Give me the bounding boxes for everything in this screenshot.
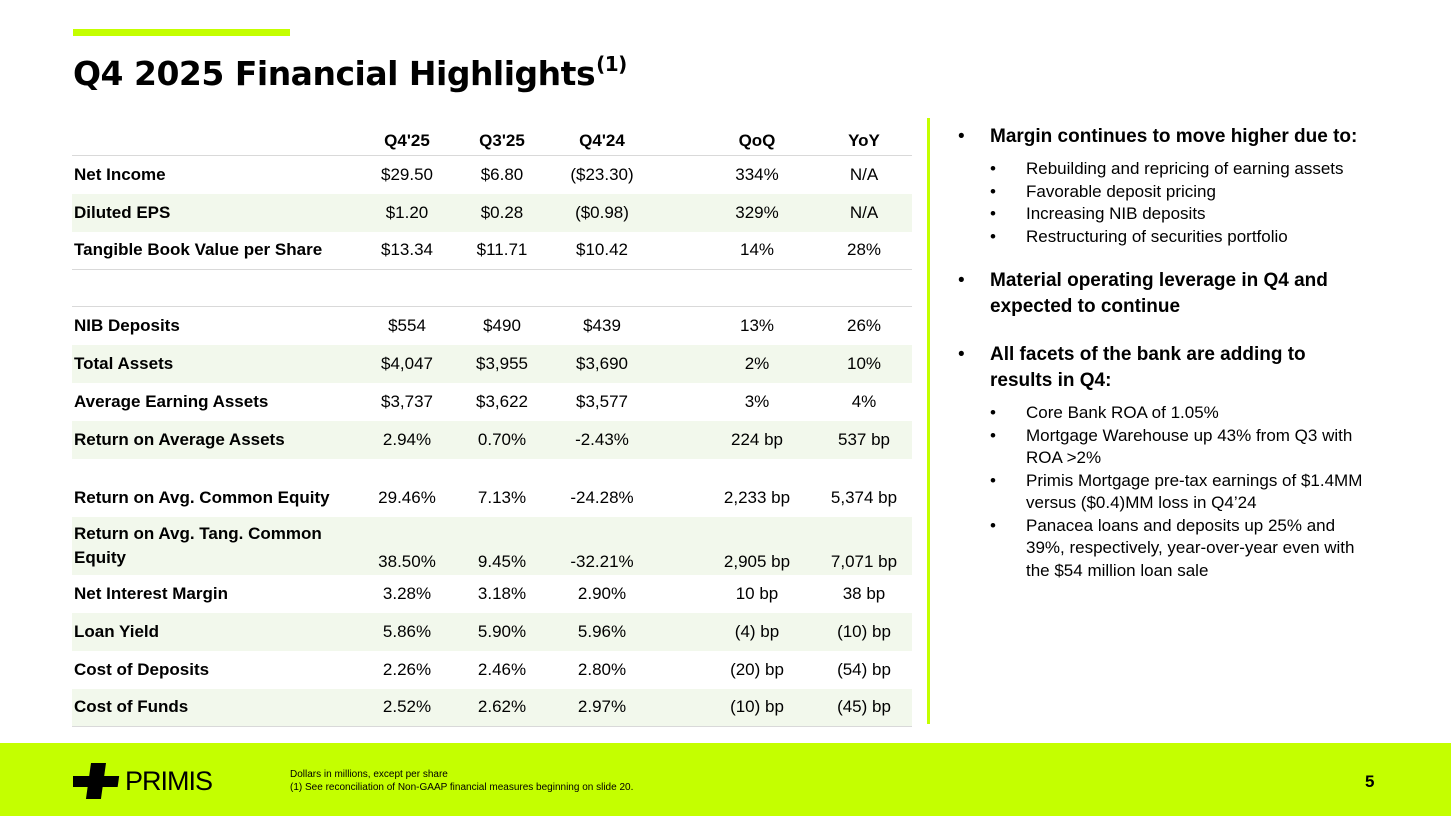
bullet-main: [958, 342, 1388, 394]
cell-q4-24: -2.43%: [575, 429, 629, 449]
sub-bullet-text: Primis Mortgage pre-tax earnings of $1.4MM versus ($0.4)MM loss in Q4’24: [1026, 470, 1363, 512]
column-header: YoY: [816, 127, 912, 156]
cell-qoq: 3%: [744, 391, 770, 411]
cell-q4-25: 29.46%: [378, 487, 436, 507]
sub-bullet-text: Favorable deposit pricing: [1026, 181, 1216, 201]
footnotes: [290, 768, 633, 794]
bullet-text: Material operating leverage in Q4 and expected to continue: [990, 270, 1328, 317]
cell-qoq: (20) bp: [730, 659, 784, 679]
bullet-glyph: •: [990, 159, 996, 178]
cell-q3-25: $11.71: [454, 232, 550, 270]
cell-yoy: 5,374 bp: [830, 487, 898, 507]
cell-yoy: N/A: [849, 164, 879, 184]
title-footnote-marker: (1): [596, 52, 627, 76]
row-label: Cost of Funds: [72, 689, 360, 727]
sub-bullet: [990, 402, 1388, 425]
table-row: [72, 307, 912, 345]
cell-qoq: 2,233 bp: [723, 487, 791, 507]
sub-bullet-text: Increasing NIB deposits: [1026, 204, 1206, 223]
cell-qoq: 2,905 bp: [723, 551, 791, 571]
cell-qoq: 14%: [698, 232, 816, 270]
cell-qoq: 224 bp: [731, 429, 783, 449]
cell-yoy: 537 bp: [838, 429, 890, 449]
sub-bullet: [990, 181, 1388, 204]
highlights-bullet-list: [958, 124, 1388, 582]
sub-bullet: [990, 515, 1388, 583]
bullet-glyph: •: [990, 204, 996, 223]
cell-q4-25: $554: [388, 315, 426, 335]
table-row: [72, 575, 912, 613]
cell-q4-25: 5.86%: [382, 621, 432, 641]
table-row: [72, 479, 912, 517]
cell-yoy: 38 bp: [842, 583, 886, 603]
primis-logo: [73, 763, 221, 799]
sub-bullet: [990, 425, 1388, 470]
cell-q4-24: ($23.30): [570, 164, 634, 184]
sub-bullet-list: [958, 402, 1388, 582]
cell-q4-24: 2.97%: [550, 689, 654, 727]
cell-qoq: 13%: [739, 315, 775, 335]
cell-q4-25: $29.50: [381, 164, 433, 184]
page-title: Q4 2025 Financial Highlights$^{(1)}$: [73, 52, 627, 93]
cell-qoq: 334%: [735, 164, 779, 184]
row-label: Return on Average Assets: [74, 429, 285, 449]
cell-q4-24: $10.42: [550, 232, 654, 270]
cell-q4-24: $3,577: [576, 391, 628, 411]
row-label: Total Assets: [74, 353, 174, 373]
row-label: Loan Yield: [74, 621, 160, 641]
table-row: [72, 613, 912, 651]
bullet-glyph: •: [990, 403, 996, 422]
bullet-glyph: •: [990, 515, 996, 535]
bullet-glyph: •: [990, 470, 996, 490]
bullet-main: [958, 124, 1388, 150]
cell-q4-24: -24.28%: [570, 487, 634, 507]
column-header: Q4'24: [550, 127, 654, 156]
cell-q3-25: 3.18%: [477, 583, 527, 603]
table-row: [72, 689, 912, 727]
cell-q4-24: $439: [583, 315, 621, 335]
sub-bullet-text: Panacea loans and deposits up 25% and 39%, respectively, year-over-year even with the $54 million loan sale: [1026, 515, 1355, 580]
cell-qoq: (10) bp: [698, 689, 816, 727]
table-row: [72, 517, 912, 575]
cell-q4-24: $3,690: [576, 353, 628, 373]
cell-q3-25: 9.45%: [477, 551, 527, 571]
bullet-glyph: •: [990, 425, 996, 445]
bullet-text: Margin continues to move higher due to:: [990, 126, 1358, 147]
cell-q3-25: $3,955: [476, 353, 528, 373]
cell-q3-25: $6.80: [480, 164, 524, 184]
cell-q3-25: $490: [483, 315, 521, 335]
cell-yoy: 26%: [846, 315, 882, 335]
cell-q3-25: 7.13%: [477, 487, 527, 507]
cell-q3-25: $0.28: [480, 202, 524, 222]
table-row: [72, 421, 912, 459]
vertical-divider: [927, 118, 930, 724]
row-label: Return on Avg. Tang. Common Equity: [74, 523, 322, 567]
row-label: Net Interest Margin: [74, 583, 228, 603]
cell-yoy: (45) bp: [816, 689, 912, 727]
table-row: [72, 651, 912, 689]
bullet-glyph: •: [990, 181, 996, 201]
bullet-glyph: •: [958, 270, 965, 291]
bullet-main: [958, 268, 1388, 320]
column-header: Q3'25: [454, 127, 550, 156]
table-row: [72, 383, 912, 421]
logo-wordmark: PRIMIS: [125, 766, 213, 796]
cell-yoy: (10) bp: [837, 621, 891, 641]
footnote-1: (1) See reconciliation of Non-GAAP financial measures beginning on slide 20.: [290, 782, 634, 793]
cell-q4-25: 38.50%: [378, 551, 436, 571]
cell-q3-25: 2.62%: [454, 689, 550, 727]
cell-q4-25: 2.52%: [360, 689, 454, 727]
sub-bullet-list: [958, 158, 1388, 248]
cell-qoq: (4) bp: [734, 621, 780, 641]
cell-yoy: 4%: [851, 391, 877, 411]
page-number: 5: [1365, 772, 1375, 791]
row-label: Cost of Deposits: [74, 659, 210, 679]
cell-yoy: 7,071 bp: [830, 551, 898, 571]
row-label: Diluted EPS: [74, 202, 171, 222]
financial-highlights-table: [72, 127, 912, 727]
footnote-units: Dollars in millions, except per share: [290, 769, 448, 780]
row-label: Average Earning Assets: [74, 391, 269, 411]
cell-qoq: 10 bp: [735, 583, 779, 603]
sub-bullet-text: Mortgage Warehouse up 43% from Q3 with ROA >2%: [1026, 425, 1353, 467]
row-label: Tangible Book Value per Share: [72, 232, 360, 270]
primis-cross-icon: [73, 763, 123, 799]
bullet-glyph: •: [990, 226, 996, 246]
cell-yoy: 10%: [846, 353, 882, 373]
cell-q3-25: 0.70%: [477, 429, 527, 449]
footer-band: [0, 743, 1451, 816]
sub-bullet: [990, 470, 1388, 515]
table-spacer-row: [72, 270, 912, 307]
cell-q4-24: 2.90%: [577, 583, 627, 603]
cell-q4-24: ($0.98): [575, 202, 629, 222]
row-label: Net Income: [74, 164, 166, 184]
cell-q3-25: 5.90%: [477, 621, 527, 641]
sub-bullet-text: Restructuring of securities portfolio: [1026, 226, 1288, 246]
cell-q4-25: 2.26%: [382, 659, 432, 679]
bullet-text: All facets of the bank are adding to results in Q4:: [990, 344, 1306, 391]
cell-q4-24: -32.21%: [570, 551, 634, 571]
table-row: [72, 194, 912, 232]
header-label-blank: [72, 127, 360, 156]
table-spacer-row: [72, 459, 912, 479]
row-label: Return on Avg. Common Equity: [74, 487, 330, 507]
sub-bullet: [990, 158, 1388, 181]
cell-yoy: (54) bp: [837, 659, 891, 679]
sub-bullet: [990, 203, 1388, 226]
cell-yoy: N/A: [849, 202, 879, 222]
cell-q4-24: 2.80%: [577, 659, 627, 679]
cell-q4-25: $4,047: [381, 353, 433, 373]
cell-q3-25: 2.46%: [477, 659, 527, 679]
table-header-row: [72, 127, 912, 156]
cell-qoq: 329%: [735, 202, 779, 222]
sub-bullet-text: Core Bank ROA of 1.05%: [1026, 403, 1219, 422]
sub-bullet-text: Rebuilding and repricing of earning assets: [1026, 159, 1344, 178]
column-header: Q4'25: [360, 127, 454, 156]
cell-q4-25: $1.20: [385, 202, 429, 222]
cell-q4-25: 3.28%: [382, 583, 432, 603]
cell-q4-25: 2.94%: [382, 429, 432, 449]
column-header: QoQ: [698, 127, 816, 156]
cell-q4-25: $13.34: [360, 232, 454, 270]
cell-yoy: 28%: [816, 232, 912, 270]
cell-q4-25: $3,737: [381, 391, 433, 411]
sub-bullet: [990, 226, 1388, 249]
cell-q4-24: 5.96%: [577, 621, 627, 641]
table-row: [72, 345, 912, 383]
row-label: NIB Deposits: [74, 315, 180, 335]
table-row: [72, 156, 912, 194]
table-row: [72, 232, 912, 270]
bullet-glyph: •: [958, 126, 965, 147]
title-accent-bar: [73, 29, 290, 36]
cell-qoq: 2%: [744, 353, 770, 373]
bullet-glyph: •: [958, 344, 965, 365]
cell-q3-25: $3,622: [476, 391, 528, 411]
